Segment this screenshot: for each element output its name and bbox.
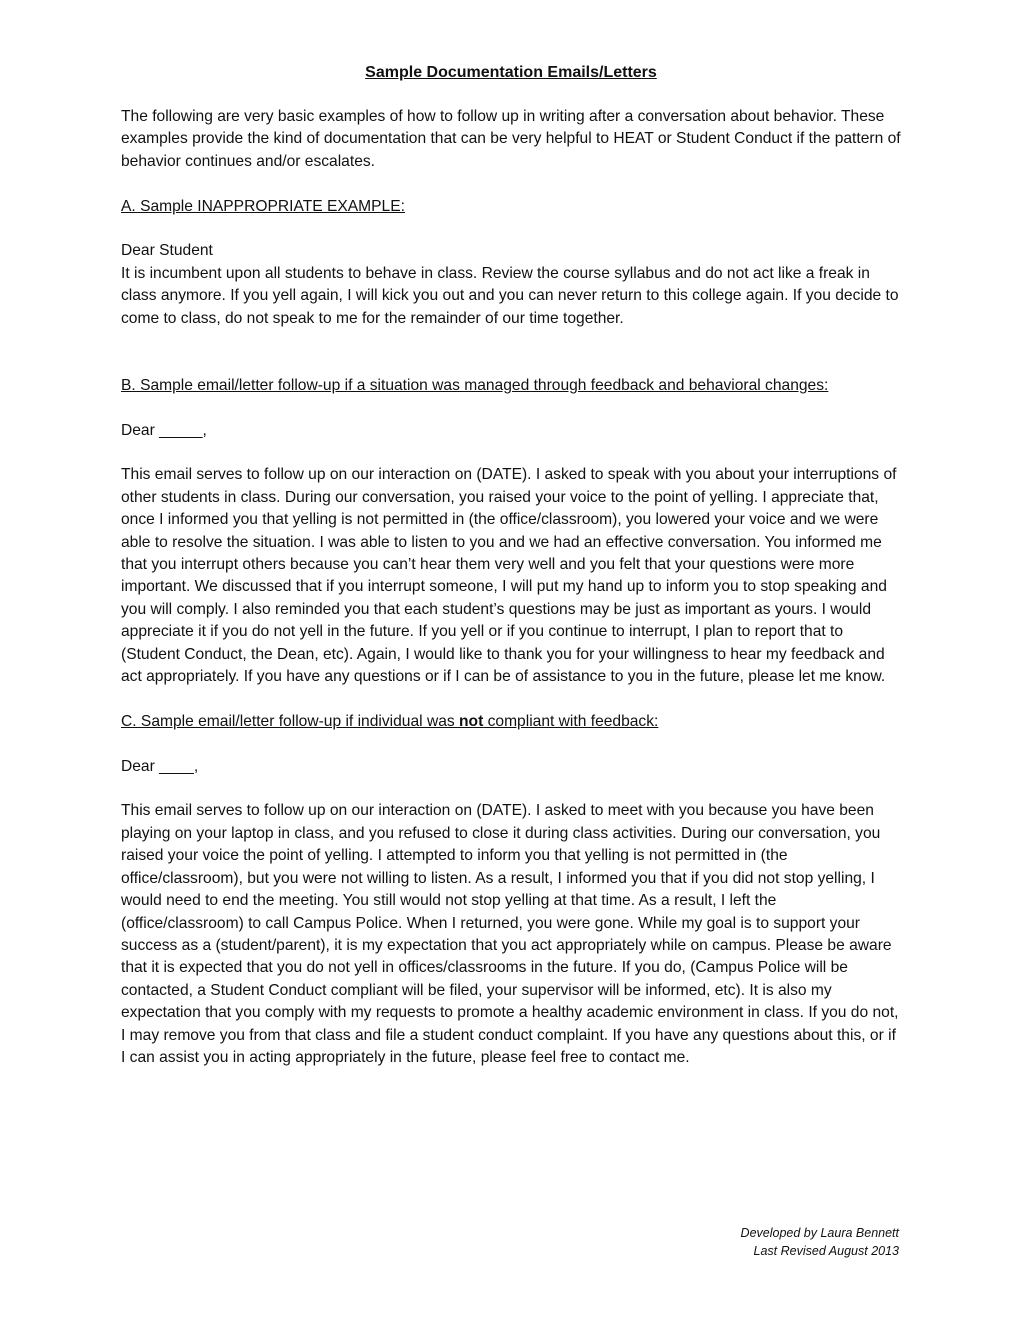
section-b-heading: B. Sample email/letter follow-up if a situation was managed through feedback and behavioral changes:	[121, 376, 829, 394]
section-c-salutation: Dear ____,	[121, 757, 199, 775]
section-c-heading-pre: C. Sample email/letter follow-up if individual was	[121, 712, 460, 730]
document-title: Sample Documentation Emails/Letters	[365, 64, 657, 81]
section-b-body: This email serves to follow up on our interaction on (DATE). I asked to speak with you about your interruptions of other students in class. During our conversation, you raised your voice to the point of yelling. I appreciate that, once I informed you that yelling is not permitted in (the office/classroom), you lowered your voice and we were able to resolve the situation. I was able to listen to you and we had an effective conversation. You informed me that you interrupt others because you can’t hear them very well and you felt that your questions were more important. We discussed that if you interrupt someone, I will put my hand up to inform you to stop speaking and you will comply. I also reminded you that each student’s questions may be just as important as yours. I would appreciate it if you do not yell in the future. If you yell or if you continue to interrupt, I plan to report that to (Student Conduct, the Dean, etc). Again, I would like to thank you for your willingness to hear my feedback and act appropriately. If you have any questions or if I can be of assistance to you in the future, please let me know.	[121, 466, 897, 686]
section-a-heading: A. Sample INAPPROPRIATE EXAMPLE:	[121, 197, 405, 215]
footer-last-revised: Last Revised August 2013	[753, 1244, 899, 1258]
document-page	[121, 62, 901, 1069]
section-a-body: It is incumbent upon all students to behave in class. Review the course syllabus and do not act like a freak in class anymore. If you yell again, I will kick you out and you can never return to this college again. If you decide to come to class, do not speak to me for the remainder of our time together.	[121, 264, 899, 327]
footer	[741, 1224, 899, 1260]
intro-paragraph: The following are very basic examples of how to follow up in writing after a conversation about behavior. These examples provide the kind of documentation that can be very helpful to HEAT or Student Conduct if the pattern of behavior continues and/or escalates.	[121, 108, 901, 170]
footer-developed-by: Developed by Laura Bennett	[740, 1226, 899, 1240]
section-c-heading-bold: not	[459, 712, 484, 730]
section-a-salutation: Dear Student	[121, 242, 213, 260]
section-c-heading	[121, 711, 901, 733]
section-c-body: This email serves to follow up on our interaction on (DATE). I asked to meet with you because you have been playing on your laptop in class, and you refused to close it during class activities. During our conversation, you raised your voice the point of yelling. I attempted to inform you that yelling is not permitted in (the office/classroom), but you were not willing to listen. As a result, I informed you that if you did not stop yelling, I would need to end the meeting. You still would not stop yelling at that time. As a result, I left the (office/classroom) to call Campus Police. When I returned, you were gone. While my goal is to support your success as a (student/parent), it is my expectation that you act appropriately while on campus. Please be aware that it is expected that you do not yell in offices/classrooms in the future. If you do, (Campus Police will be contacted, a Student Conduct compliant will be filed, your supervisor will be informed, etc). It is also my expectation that you comply with my requests to promote a healthy academic environment in class. If you do not, I may remove you from that class and file a student conduct complaint. If you have any questions about this, or if I can assist you in acting appropriately in the future, please feel free to contact me.	[121, 802, 899, 1066]
section-b-salutation: Dear _____,	[121, 421, 207, 439]
section-c-heading-post: compliant with feedback:	[483, 712, 659, 730]
